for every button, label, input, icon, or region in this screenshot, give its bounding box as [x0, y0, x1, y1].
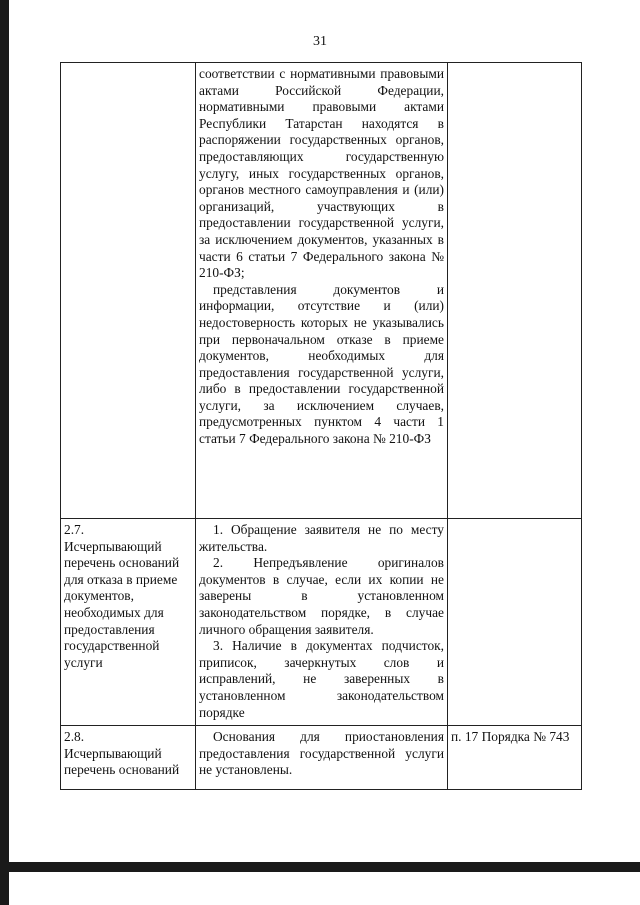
section-cell: [61, 63, 196, 519]
section-title: Исчерпывающий перечень оснований для отказа в приеме документов, необходимых для предоставления государственной услуги: [64, 538, 180, 670]
scan-edge-bottom: [0, 862, 640, 872]
section-cell: [61, 519, 196, 726]
content-cell: [196, 519, 448, 726]
content-cell: [196, 63, 448, 519]
reference-text: п. 17 Порядка № 743: [451, 729, 570, 745]
table-row: [61, 726, 582, 790]
content-paragraph: 3. Наличие в документах подчисток, приписок, зачеркнутых слов и исправлений, не заверенных в установленном законодательством порядке: [199, 638, 444, 720]
content-cell: [196, 726, 448, 790]
content-paragraph: 1. Обращение заявителя не по месту жительства.: [199, 522, 444, 554]
content-paragraph: Основания для приостановления предоставления государственной услуги не установлены.: [199, 729, 444, 778]
reference-cell: [448, 726, 582, 790]
table-row: [61, 63, 582, 519]
section-cell: [61, 726, 196, 790]
reference-cell: [448, 63, 582, 519]
section-number: 2.7.: [64, 522, 85, 537]
section-title: Исчерпывающий перечень оснований: [64, 745, 180, 778]
section-number: 2.8.: [64, 729, 85, 745]
page-number: 31: [313, 34, 327, 49]
content-paragraph: представления документов и информации, отсутствие и (или) недостоверность которых не указывались при первоначальном отказе в приеме документов, необходимых для предоставления государственной услуги, либо в предоставлении государственной услуги, за исключением случаев, предусмотренных пунктом 4 части 1 статьи 7 Федерального закона № 210-ФЗ: [199, 281, 444, 447]
content-paragraph: 2. Непредъявление оригиналов документов в случае, если их копии не заверены в установленном законодательством порядке, в случае личного обращения заявителя.: [199, 555, 444, 637]
content-paragraph: соответствии с нормативными правовыми актами Российской Федерации, нормативными правовыми актами Республики Татарстан находятся в распоряжении государственных органов, предоставляющих государственную услугу, иных государственных органов, органов местного самоуправления и (или) организаций, участвующих в предоставлении государственной услуги, за исключением документов, указанных в части 6 статьи 7 Федерального закона № 210-ФЗ;: [199, 66, 444, 281]
regulation-table: [60, 62, 582, 790]
scan-edge-left: [0, 0, 9, 905]
reference-cell: [448, 519, 582, 726]
table-row: [61, 519, 582, 726]
